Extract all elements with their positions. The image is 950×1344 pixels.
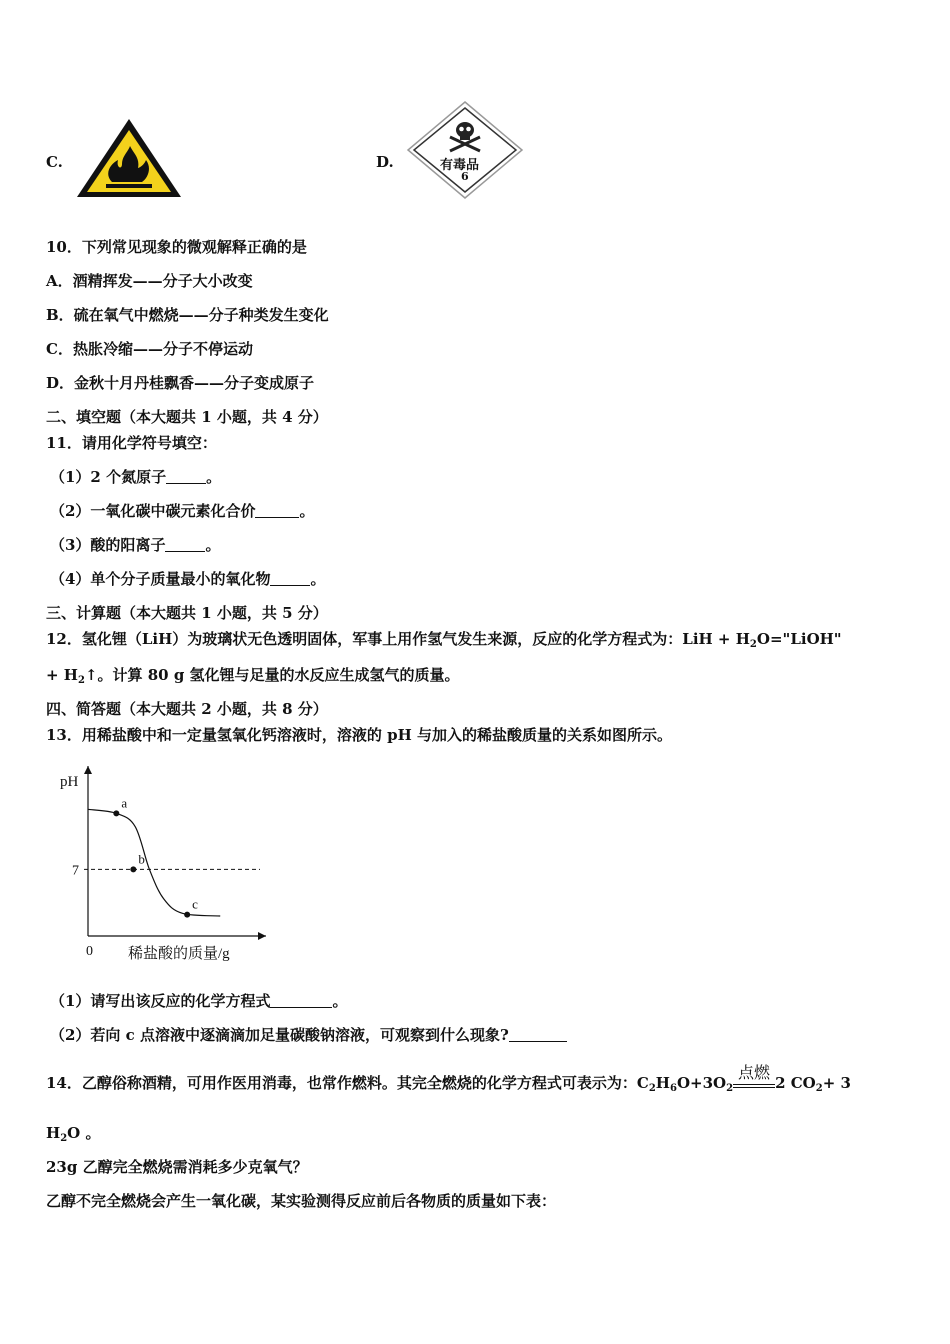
q11-part-1-text: （1）2 个氮原子 [50, 468, 167, 486]
q12-line-1 [46, 628, 842, 650]
section-2-title: 二、填空题（本大题共 1 小题，共 4 分） [46, 408, 328, 426]
reaction-condition-text: 点燃 [738, 1063, 771, 1082]
chart-reference-label: 7 [72, 863, 79, 879]
chart-point-label-b: b [138, 851, 145, 867]
chart-y-axis-arrow [84, 766, 92, 774]
chart-origin-label: 0 [86, 944, 93, 959]
q11-part-4-text: （4）单个分子质量最小的氧化物 [50, 570, 271, 588]
toxic-sign-number: 6 [461, 170, 469, 183]
q11-part-2 [50, 500, 314, 521]
q13-part-1-end: 。 [332, 992, 348, 1010]
equals-bar [733, 1084, 775, 1088]
q12-line-2 [46, 664, 460, 686]
reaction-condition [733, 1063, 775, 1088]
q10-option-b: B．硫在氧气中燃烧——分子种类发生变化 [46, 306, 329, 324]
q14-question-a: 23g 乙醇完全燃烧需消耗多少克氧气？ [46, 1158, 308, 1176]
q11-part-3-end: 。 [205, 536, 221, 554]
flammable-warning-icon [74, 116, 184, 200]
answer-blank[interactable] [509, 1027, 567, 1042]
q11-part-2-text: （2）一氧化碳中碳元素化合价 [50, 502, 256, 520]
q12-text-4: ↑。计算 80 g 氢化锂与足量的水反应生成氢气的质量。 [84, 666, 460, 684]
ph-curve-chart [56, 760, 276, 970]
q11-part-2-end: 。 [299, 502, 315, 520]
formula-part: O 。 [67, 1124, 101, 1142]
chart-x-axis-arrow [258, 932, 266, 940]
chart-point-a [113, 810, 119, 816]
answer-blank[interactable] [165, 537, 205, 552]
chart-point-label-c: c [192, 896, 198, 912]
formula-part: + 3 [822, 1074, 851, 1092]
formula-part: 2 CO [775, 1074, 816, 1092]
q14-stem [46, 1063, 851, 1094]
q10-option-c: C．热胀冷缩——分子不停运动 [46, 340, 253, 358]
answer-blank[interactable] [270, 993, 332, 1008]
section-3-title: 三、计算题（本大题共 1 小题，共 5 分） [46, 604, 328, 622]
subscript: 6 [669, 1083, 677, 1094]
q13-part-2 [50, 1024, 567, 1045]
section-4-title: 四、简答题（本大题共 2 小题，共 8 分） [46, 700, 328, 718]
q11-part-3 [50, 534, 220, 555]
q11-part-1-end: 。 [206, 468, 222, 486]
q14-question-b: 乙醇不完全燃烧会产生一氧化碳，某实验测得反应前后各物质的质量如下表： [46, 1192, 557, 1210]
q12-text-3: + H [46, 666, 78, 684]
subscript: 2 [815, 1083, 823, 1094]
chart-x-axis-label: 稀盐酸的质量/g [128, 946, 230, 962]
subscript: 2 [749, 639, 757, 650]
q11-part-4 [50, 568, 325, 589]
q14-stem-text: 14．乙醇俗称酒精，可用作医用消毒，也常作燃料。其完全燃烧的化学方程式可表示为：C [46, 1074, 649, 1092]
q13-part-1 [50, 990, 347, 1011]
formula-part: H [655, 1074, 670, 1092]
formula-part: O+3O [676, 1074, 727, 1092]
subscript: 2 [60, 1133, 68, 1144]
q12-text-1: 12．氢化锂（LiH）为玻璃状无色透明固体，军事上用作氢气发生来源，反应的化学方程式为：LiH + H [46, 630, 750, 648]
q10-stem: 10．下列常见现象的微观解释正确的是 [46, 238, 307, 256]
chart-y-axis-label: pH [60, 774, 79, 790]
q11-stem: 11．请用化学符号填空： [46, 434, 217, 452]
answer-blank[interactable] [166, 469, 206, 484]
chart-ph-curve [88, 809, 220, 916]
toxic-sign-text: 有毒品 [440, 158, 480, 173]
q11-part-3-text: （3）酸的阳离子 [50, 536, 166, 554]
q13-stem: 13．用稀盐酸中和一定量氢氧化钙溶液时，溶液的 pH 与加入的稀盐酸质量的关系如图所示。 [46, 726, 672, 744]
subscript: 2 [726, 1083, 734, 1094]
chart-point-c [184, 912, 190, 918]
option-c-label: C. [46, 153, 63, 171]
answer-blank[interactable] [255, 503, 299, 518]
q11-part-1 [50, 466, 221, 487]
formula-part: H [46, 1124, 61, 1142]
answer-blank[interactable] [270, 571, 310, 586]
chart-point-label-a: a [121, 795, 128, 811]
q14-water [46, 1122, 100, 1144]
q12-text-2: O="LiOH" [756, 630, 842, 648]
q13-part-2-text: （2）若向 c 点溶液中逐滴滴加足量碳酸钠溶液，可观察到什么现象? [50, 1026, 509, 1044]
option-d-label: D. [376, 153, 394, 171]
chart-point-b [130, 866, 136, 872]
toxic-diamond-icon [406, 100, 524, 200]
q13-part-1-text: （1）请写出该反应的化学方程式 [50, 992, 271, 1010]
q10-option-d: D．金秋十月丹桂飘香——分子变成原子 [46, 374, 315, 392]
subscript: 2 [77, 675, 85, 686]
q11-part-4-end: 。 [310, 570, 326, 588]
q10-option-a: A．酒精挥发——分子大小改变 [46, 272, 253, 290]
subscript: 2 [648, 1083, 656, 1094]
